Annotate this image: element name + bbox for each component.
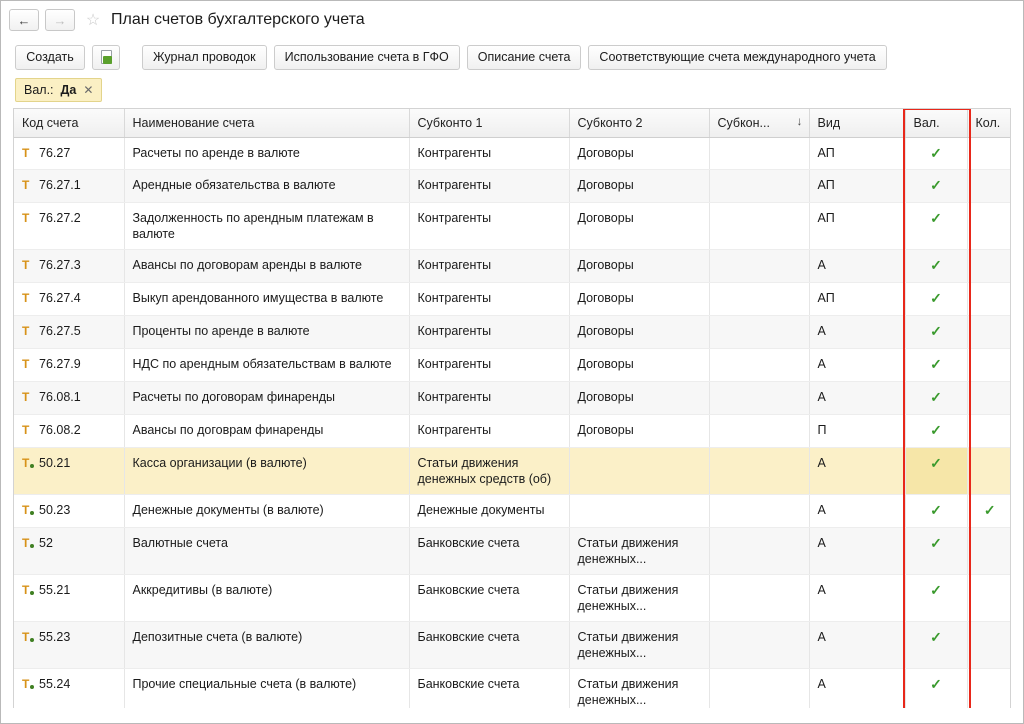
table-row[interactable] [14, 621, 1011, 668]
cell-currency-flag [905, 381, 967, 414]
cell-subconto-3 [709, 414, 809, 447]
check-icon: ✓ [930, 356, 942, 373]
column-header-name[interactable]: Наименование счета [124, 109, 409, 137]
account-code-text: 55.23 [39, 629, 71, 644]
cell-subconto-3 [709, 170, 809, 203]
cell-vid: АП [809, 203, 905, 250]
cell-currency-flag [905, 283, 967, 316]
check-icon: ✓ [930, 454, 942, 471]
cell-subconto-1: Статьи движения денежных средств (об) [409, 447, 569, 494]
cell-vid: А [809, 494, 905, 527]
account-code-text: 76.27 [39, 145, 71, 160]
cell-account-name: Арендные обязательства в валюте [124, 170, 409, 203]
cell-subconto-1: Контрагенты [409, 137, 569, 170]
cell-currency-flag [905, 447, 967, 494]
check-icon: ✓ [930, 144, 942, 161]
check-icon: ✓ [930, 323, 942, 340]
account-type-marker-icon: Т [22, 178, 30, 193]
cell-subconto-1: Банковские счета [409, 668, 569, 708]
title-bar [1, 1, 1023, 39]
account-type-marker-icon: Т [22, 211, 30, 226]
cell-subconto-3 [709, 621, 809, 668]
cell-vid: А [809, 527, 905, 574]
check-icon: ✓ [930, 290, 942, 307]
account-code-text: 55.24 [39, 676, 71, 691]
account-type-marker-icon: Т [22, 291, 30, 306]
cell-subconto-1: Контрагенты [409, 170, 569, 203]
check-icon: ✓ [930, 628, 942, 645]
cell-subconto-2: Договоры [569, 250, 709, 283]
cell-subconto-2: Договоры [569, 203, 709, 250]
account-type-marker-icon: Т [22, 677, 36, 692]
cell-quantity-flag [967, 250, 1011, 283]
table-row[interactable] [14, 250, 1011, 283]
accounts-table[interactable] [13, 108, 1011, 708]
cell-vid: А [809, 250, 905, 283]
cell-quantity-flag [967, 349, 1011, 382]
cell-subconto-3 [709, 137, 809, 170]
cell-subconto-2: Договоры [569, 381, 709, 414]
table-row[interactable] [14, 203, 1011, 250]
table-header-row [14, 109, 1011, 137]
cell-currency-flag [905, 250, 967, 283]
cell-subconto-1: Контрагенты [409, 203, 569, 250]
table-row[interactable] [14, 447, 1011, 494]
account-type-marker-icon: Т [22, 357, 30, 372]
account-code-text: 76.08.1 [39, 389, 81, 404]
cell-subconto-2 [569, 494, 709, 527]
check-icon: ✓ [930, 421, 942, 438]
document-green-icon [101, 50, 112, 64]
account-code-text: 76.27.9 [39, 357, 81, 372]
cell-currency-flag [905, 203, 967, 250]
cell-currency-flag [905, 574, 967, 621]
account-code-text: 76.27.4 [39, 291, 81, 306]
account-code-text: 76.27.5 [39, 324, 81, 339]
filter-chip-value: Да [60, 83, 77, 97]
cell-subconto-3 [709, 316, 809, 349]
account-type-marker-icon: Т [22, 422, 30, 437]
table-row[interactable] [14, 414, 1011, 447]
account-type-marker-icon: Т [22, 258, 30, 273]
create-button[interactable]: Создать [15, 45, 85, 70]
table-row[interactable] [14, 170, 1011, 203]
account-type-marker-icon: Т [22, 324, 30, 339]
check-icon: ✓ [930, 501, 942, 518]
check-icon: ✓ [930, 210, 942, 227]
table-body [14, 137, 1011, 708]
table-row[interactable] [14, 349, 1011, 382]
report-icon-button[interactable] [92, 45, 120, 70]
check-icon: ✓ [930, 534, 942, 551]
account-code-text: 76.27.1 [39, 178, 81, 193]
cell-subconto-2: Статьи движения денежных... [569, 574, 709, 621]
cell-subconto-1: Контрагенты [409, 381, 569, 414]
sort-descending-icon: ↓ [796, 114, 803, 128]
account-code-text: 76.08.2 [39, 422, 81, 437]
table-row[interactable] [14, 527, 1011, 574]
filter-bar [1, 77, 1023, 108]
table-row[interactable] [14, 574, 1011, 621]
cell-account-code [14, 527, 124, 574]
cell-quantity-flag [967, 527, 1011, 574]
cell-currency-flag [905, 349, 967, 382]
cell-subconto-3 [709, 574, 809, 621]
cell-account-code [14, 414, 124, 447]
account-type-marker-icon: Т [22, 456, 36, 471]
check-icon: ✓ [983, 501, 996, 518]
cell-vid: АП [809, 283, 905, 316]
cell-quantity-flag [967, 137, 1011, 170]
cell-vid: АП [809, 137, 905, 170]
cell-quantity-flag [967, 494, 1011, 527]
account-code-text: 52 [39, 535, 53, 550]
cell-subconto-2: Договоры [569, 283, 709, 316]
cell-quantity-flag [967, 283, 1011, 316]
cell-account-code [14, 574, 124, 621]
table-row[interactable] [14, 316, 1011, 349]
cell-currency-flag [905, 668, 967, 708]
cell-subconto-3 [709, 668, 809, 708]
cell-account-name: НДС по арендным обязательствам в валюте [124, 349, 409, 382]
cell-subconto-2: Договоры [569, 349, 709, 382]
cell-subconto-3 [709, 203, 809, 250]
star-icon[interactable]: ☆ [85, 12, 101, 29]
table-row[interactable] [14, 381, 1011, 414]
account-code-text: 76.27.3 [39, 258, 81, 273]
back-button[interactable] [9, 9, 39, 31]
cell-account-name: Аккредитивы (в валюте) [124, 574, 409, 621]
cell-vid: А [809, 574, 905, 621]
cell-quantity-flag [967, 414, 1011, 447]
account-type-marker-icon: Т [22, 583, 36, 598]
cell-account-name: Выкуп арендованного имущества в валюте [124, 283, 409, 316]
cell-account-code [14, 170, 124, 203]
cell-subconto-2: Договоры [569, 170, 709, 203]
cell-subconto-1: Контрагенты [409, 283, 569, 316]
cell-quantity-flag [967, 668, 1011, 708]
account-description-button[interactable]: Описание счета [467, 45, 582, 70]
cell-vid: А [809, 349, 905, 382]
column-header-subconto2[interactable]: Субконто 2 [569, 109, 709, 137]
cell-quantity-flag [967, 447, 1011, 494]
cell-vid: А [809, 668, 905, 708]
cell-subconto-1: Банковские счета [409, 574, 569, 621]
check-icon: ✓ [930, 177, 942, 194]
journal-entries-button[interactable]: Журнал проводок [142, 45, 267, 70]
account-code-text: 50.21 [39, 455, 71, 470]
account-type-marker-icon: Т [22, 389, 30, 404]
cell-account-name: Расчеты по аренде в валюте [124, 137, 409, 170]
cell-account-code [14, 250, 124, 283]
cell-account-name: Задолженность по арендным платежам в валюте [124, 203, 409, 250]
cell-subconto-2: Статьи движения денежных... [569, 527, 709, 574]
cell-subconto-3 [709, 494, 809, 527]
cell-subconto-1: Контрагенты [409, 250, 569, 283]
cell-account-code [14, 349, 124, 382]
check-icon: ✓ [930, 581, 942, 598]
cell-subconto-3 [709, 250, 809, 283]
cell-account-name: Денежные документы (в валюте) [124, 494, 409, 527]
cell-subconto-3 [709, 527, 809, 574]
check-icon: ✓ [930, 257, 942, 274]
cell-quantity-flag [967, 621, 1011, 668]
column-header-subconto1[interactable]: Субконто 1 [409, 109, 569, 137]
column-header-subconto3[interactable]: Субкон... ↓ [709, 109, 809, 137]
cell-subconto-2 [569, 447, 709, 494]
cell-subconto-2: Договоры [569, 316, 709, 349]
cell-quantity-flag [967, 316, 1011, 349]
table-row[interactable] [14, 137, 1011, 170]
cell-subconto-2: Договоры [569, 414, 709, 447]
account-code-text: 55.21 [39, 582, 71, 597]
cell-account-name: Расчеты по договорам финаренды [124, 381, 409, 414]
account-code-text: 50.23 [39, 502, 71, 517]
cell-vid: А [809, 381, 905, 414]
account-type-marker-icon: Т [22, 145, 30, 160]
cell-subconto-2: Статьи движения денежных... [569, 668, 709, 708]
cell-account-code [14, 316, 124, 349]
account-type-marker-icon: Т [22, 503, 36, 518]
cell-subconto-3 [709, 447, 809, 494]
account-usage-gfo-button[interactable]: Использование счета в ГФО [274, 45, 460, 70]
table-row[interactable] [14, 494, 1011, 527]
column-header-val[interactable]: Вал. [905, 109, 967, 137]
forward-button[interactable] [45, 9, 75, 31]
cell-account-name: Валютные счета [124, 527, 409, 574]
table-row[interactable] [14, 668, 1011, 708]
filter-chip-label: Вал.: [24, 83, 54, 97]
toolbar [1, 39, 1023, 77]
cell-quantity-flag [967, 574, 1011, 621]
cell-account-name: Авансы по договорам аренды в валюте [124, 250, 409, 283]
arrow-right-icon: → [53, 12, 67, 28]
international-accounts-button[interactable]: Соответствующие счета международного учета [588, 45, 886, 70]
cell-account-name: Депозитные счета (в валюте) [124, 621, 409, 668]
cell-subconto-1: Контрагенты [409, 349, 569, 382]
cell-currency-flag [905, 170, 967, 203]
cell-account-code [14, 494, 124, 527]
cell-account-name: Касса организации (в валюте) [124, 447, 409, 494]
close-icon[interactable]: ✕ [83, 83, 94, 97]
cell-vid: А [809, 447, 905, 494]
cell-account-code [14, 668, 124, 708]
cell-currency-flag [905, 527, 967, 574]
cell-subconto-2: Статьи движения денежных... [569, 621, 709, 668]
account-code-text: 76.27.2 [39, 211, 81, 226]
cell-account-code [14, 381, 124, 414]
column-header-code[interactable]: Код счета [14, 109, 124, 137]
cell-account-code [14, 283, 124, 316]
filter-chip-currency[interactable] [15, 78, 102, 102]
table-row[interactable] [14, 283, 1011, 316]
check-icon: ✓ [930, 388, 942, 405]
cell-currency-flag [905, 621, 967, 668]
cell-quantity-flag [967, 381, 1011, 414]
cell-subconto-1: Денежные документы [409, 494, 569, 527]
cell-account-code [14, 203, 124, 250]
cell-subconto-1: Банковские счета [409, 621, 569, 668]
cell-account-name: Авансы по договрам финаренды [124, 414, 409, 447]
column-header-kol[interactable]: Кол. [967, 109, 1011, 137]
cell-vid: АП [809, 170, 905, 203]
cell-quantity-flag [967, 203, 1011, 250]
cell-account-name: Проценты по аренде в валюте [124, 316, 409, 349]
cell-currency-flag [905, 316, 967, 349]
check-icon: ✓ [930, 675, 942, 692]
cell-account-code [14, 621, 124, 668]
cell-subconto-3 [709, 381, 809, 414]
cell-subconto-3 [709, 349, 809, 382]
cell-subconto-1: Контрагенты [409, 414, 569, 447]
cell-currency-flag [905, 494, 967, 527]
cell-account-code [14, 447, 124, 494]
cell-account-code [14, 137, 124, 170]
column-header-vid[interactable]: Вид [809, 109, 905, 137]
account-type-marker-icon: Т [22, 536, 36, 551]
page-title: План счетов бухгалтерского учета [111, 11, 365, 28]
arrow-left-icon: ← [17, 12, 31, 28]
cell-subconto-1: Контрагенты [409, 316, 569, 349]
cell-subconto-2: Договоры [569, 137, 709, 170]
cell-subconto-1: Банковские счета [409, 527, 569, 574]
cell-vid: П [809, 414, 905, 447]
cell-quantity-flag [967, 170, 1011, 203]
cell-vid: А [809, 316, 905, 349]
account-type-marker-icon: Т [22, 630, 36, 645]
cell-currency-flag [905, 137, 967, 170]
cell-vid: А [809, 621, 905, 668]
cell-account-name: Прочие специальные счета (в валюте) [124, 668, 409, 708]
cell-currency-flag [905, 414, 967, 447]
cell-subconto-3 [709, 283, 809, 316]
